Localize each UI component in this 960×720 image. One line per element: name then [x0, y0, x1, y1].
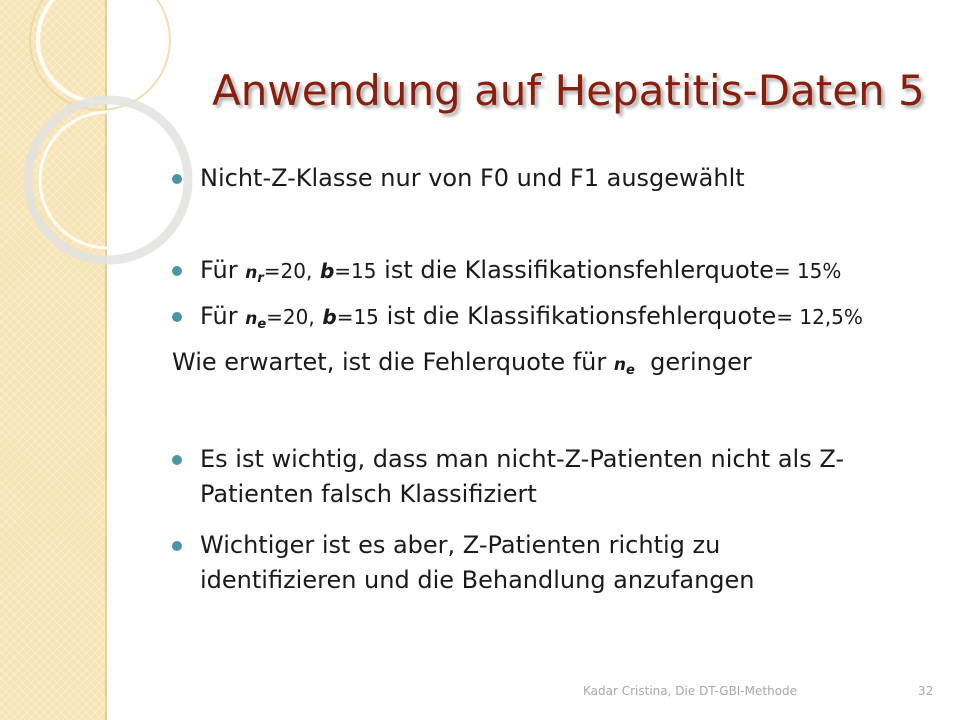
variable-n: n — [613, 355, 627, 375]
bullet-dot — [172, 455, 182, 465]
slide-title: Anwendung auf Hepatitis-Daten 5 — [212, 66, 925, 115]
bullet-text-5-line-2: identifizieren und die Behandlung anzufangen — [200, 566, 755, 594]
bullet-text-3 — [200, 302, 863, 332]
bullet-text-4-line-2: Patienten falsch Klassifiziert — [200, 480, 537, 508]
footer-page-number: 32 — [918, 684, 934, 698]
subscript-r: r — [257, 271, 264, 286]
conclusion-end: geringer — [650, 348, 752, 376]
footer-author: Kadar Cristina, Die DT-GBI-Methode — [583, 684, 798, 698]
conclusion-text — [172, 348, 752, 378]
decorative-sidebar — [0, 0, 107, 720]
value-n: =20, — [266, 305, 315, 329]
text-prefix: Für — [200, 256, 238, 284]
text-mid: ist die Klassifikationsfehlerquote — [384, 256, 774, 284]
bullet-dot — [172, 174, 182, 184]
result-value: = 15% — [773, 259, 842, 283]
bullet-text-1: Nicht-Z-Klasse nur von F0 und F1 ausgewählt — [200, 164, 745, 192]
value-b: =15 — [336, 305, 379, 329]
text-mid: ist die Klassifikationsfehlerquote — [386, 302, 777, 330]
result-value: = 12,5% — [776, 305, 863, 329]
bullet-text-4-line-1: Es ist wichtig, dass man nicht-Z-Patienten nicht als Z- — [200, 445, 845, 473]
bullet-text-5-line-1: Wichtiger ist es aber, Z-Patienten richtig zu — [200, 531, 721, 559]
bullet-dot — [172, 266, 182, 276]
variable-n: n — [245, 309, 258, 329]
conclusion-main: Wie erwartet, ist die Fehlerquote für — [172, 348, 607, 376]
value-b: =15 — [334, 259, 377, 283]
variable-n: n — [245, 263, 258, 283]
bullet-dot — [172, 541, 182, 551]
text-prefix: Für — [200, 302, 238, 330]
bullet-dot — [172, 312, 182, 322]
variable-b: b — [319, 259, 335, 283]
subscript-e: e — [626, 363, 635, 378]
value-n: =20, — [263, 259, 313, 283]
variable-b: b — [322, 305, 337, 329]
bullet-text-2 — [200, 256, 841, 286]
subscript-e: e — [257, 317, 267, 332]
